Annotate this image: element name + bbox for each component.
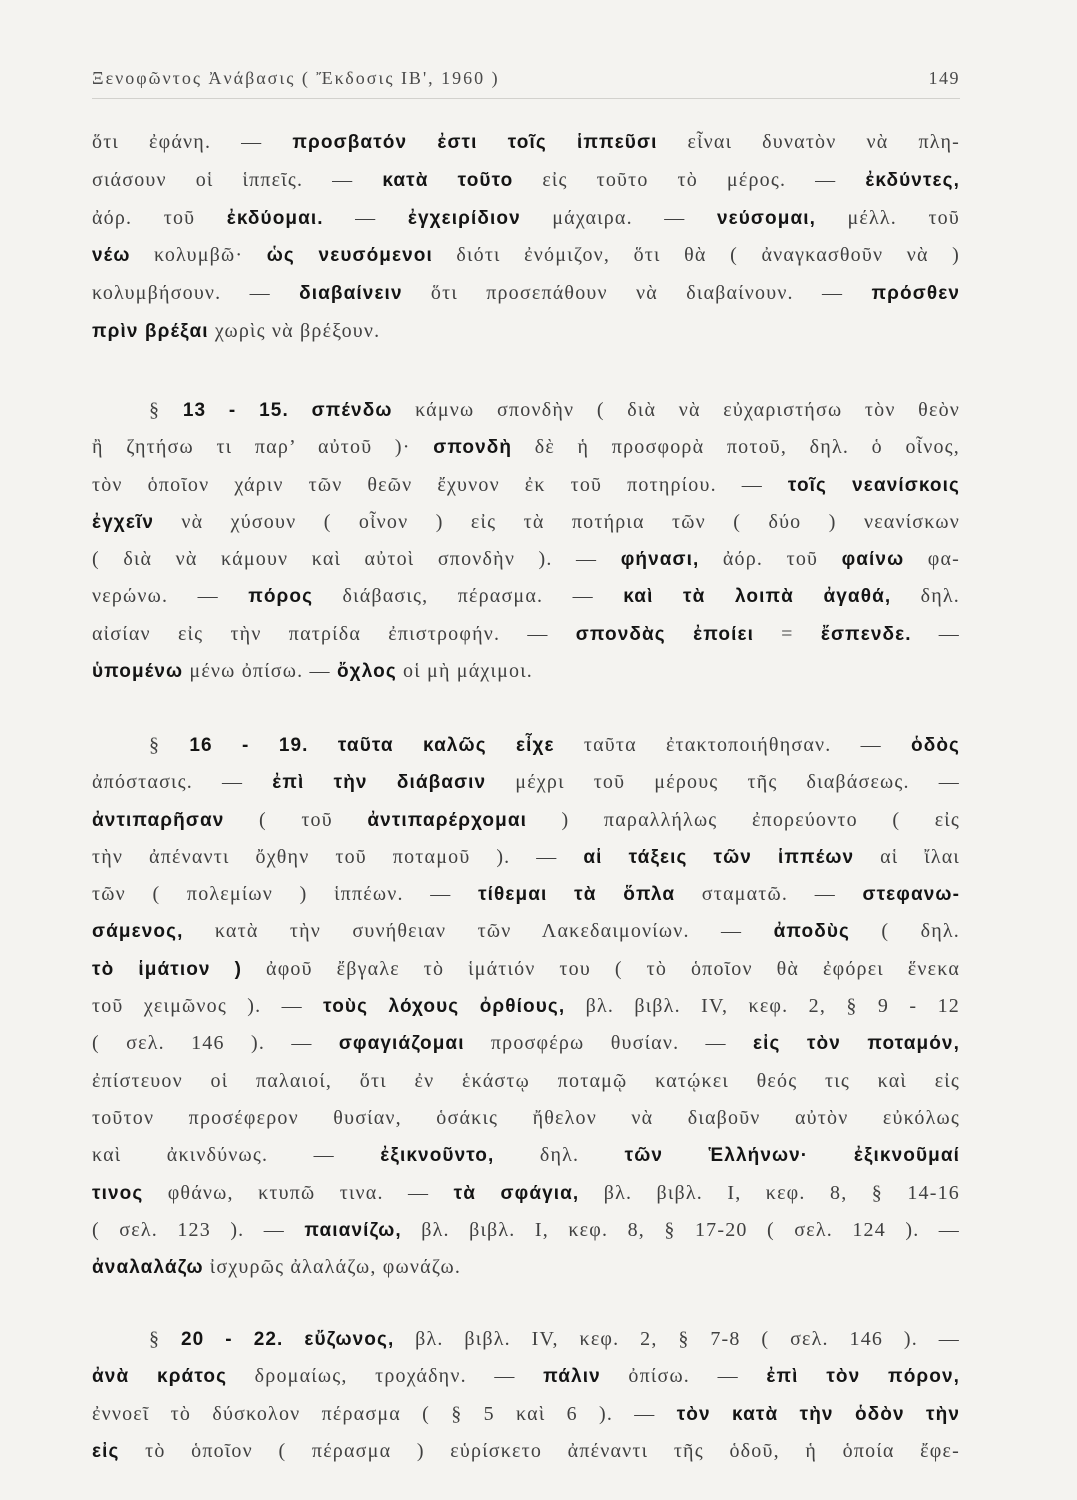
headword: καὶ τὰ λοιπὰ ἀγαθά, xyxy=(623,586,892,608)
headword: ἐπὶ τὴν διάβασιν xyxy=(272,772,487,794)
gloss-text: ἀόρ. τοῦ xyxy=(92,206,227,229)
gloss-text: αἱ ἴλαι xyxy=(854,845,960,868)
gloss-text: ἰσχυρῶς ἀλαλάζω, φωνάζω. xyxy=(203,1256,462,1279)
gloss-text: δηλ. xyxy=(891,585,960,608)
text-line xyxy=(92,1025,960,1062)
gloss-text: ( διὰ νὰ κάμουν καὶ αὐτοὶ σπονδὴν ). — xyxy=(92,548,621,571)
gloss-text: νερώνω. — xyxy=(92,585,249,608)
headword: ἀνὰ κράτος xyxy=(92,1366,228,1388)
text-line xyxy=(92,839,960,876)
text-line xyxy=(92,913,960,950)
running-title: Ξενοφῶντος Ἀνάβασις ( Ἔκδοσις ΙΒ', 1960 ) xyxy=(92,68,500,88)
text-line xyxy=(92,467,960,504)
gloss-text: ὅτι ἐφάνη. — xyxy=(92,131,293,153)
headword: παιανίζω, xyxy=(304,1219,402,1241)
headword: τὰ σφάγια, xyxy=(453,1182,580,1204)
gloss-text: ἐννοεῖ τὸ δύσκολον πέρασμα ( § 5 καὶ 6 ). — xyxy=(92,1402,677,1425)
headword: προσβατόν ἐστι τοῖς ἱππεῦσι xyxy=(292,132,658,153)
gloss-text: μένω ὀπίσω. — xyxy=(183,660,337,683)
headword: τὸν κατὰ τὴν ὁδὸν τὴν xyxy=(676,1403,960,1425)
text-line xyxy=(92,1433,960,1470)
text-line xyxy=(92,1212,960,1249)
headword: τὸ ἱμάτιον ) xyxy=(92,958,243,980)
gloss-text: ( δηλ. xyxy=(850,920,960,943)
headword: νεύσομαι, xyxy=(716,207,816,229)
gloss-text: βλ. βιβλ. IV, κεφ. 2, § 7-8 ( σελ. 146 ). — xyxy=(394,1328,960,1350)
text-line xyxy=(92,1249,960,1286)
gloss-text: καὶ ἀκινδύνως. — xyxy=(92,1144,381,1167)
headword: ἐγχειρίδιον xyxy=(407,207,521,229)
headword: ἀναλαλάζω xyxy=(92,1257,204,1279)
gloss-text: ὀπίσω. — xyxy=(600,1365,767,1388)
text-line xyxy=(92,1063,960,1100)
gloss-text: διάβασις, πέρασμα. — xyxy=(313,585,624,608)
gloss-text: τὴν ἀπέναντι ὄχθην τοῦ ποταμοῦ ). — xyxy=(92,845,584,868)
headword: ἀντιπαρέρχομαι xyxy=(367,809,528,831)
gloss-text: τὸν ὁποῖον χάριν τῶν θεῶν ἔχυνον ἐκ τοῦ ποτηρίου. — xyxy=(92,473,788,496)
text-line xyxy=(92,200,960,238)
headword: ἐκδύομαι. xyxy=(226,207,324,229)
gloss-text: σταματῶ. — xyxy=(675,883,863,906)
gloss-text: δρομαίως, τροχάδην. — xyxy=(227,1365,544,1388)
text-line xyxy=(92,764,960,801)
gloss-text: ἢ ζητήσω τι παρ’ αὐτοῦ )· xyxy=(92,436,434,459)
text-line xyxy=(92,727,960,764)
gloss-text: § xyxy=(149,734,190,756)
headword: αἱ τάξεις τῶν ἱππέων xyxy=(583,846,855,868)
headword: πάλιν xyxy=(543,1366,601,1388)
headword: ἀντιπαρῆσαν xyxy=(92,809,225,831)
text-line xyxy=(92,1137,960,1174)
gloss-text: μέχρι τοῦ μέρους τῆς διαβάσεως. — xyxy=(486,771,960,794)
text-line xyxy=(92,951,960,988)
gloss-text: τοῦ χειμῶνος ). — xyxy=(92,995,324,1018)
gloss-text: μέλλ. τοῦ xyxy=(815,206,960,229)
text-line xyxy=(92,802,960,839)
gloss-text: ἀπόστασις. — xyxy=(92,771,273,794)
text-line xyxy=(92,162,960,200)
text-line xyxy=(92,1358,960,1395)
header-rule xyxy=(92,98,960,99)
continued-notes-paragraph xyxy=(92,124,960,351)
headword: ὑπομένω xyxy=(92,661,184,683)
gloss-text: βλ. βιβλ. IV, κεφ. 2, § 9 - 12 xyxy=(565,995,960,1018)
headword: σάμενος, xyxy=(92,921,184,943)
gloss-text: ἀόρ. τοῦ xyxy=(699,548,842,571)
headword: νέω xyxy=(92,245,131,267)
text-line xyxy=(92,1100,960,1137)
text-line xyxy=(92,988,960,1025)
headword: 13 - 15. σπένδω xyxy=(182,400,393,421)
headword: ὄχλος xyxy=(336,661,397,683)
gloss-text: σιάσουν οἱ ἱππεῖς. — xyxy=(92,168,383,191)
headword: ἔσπενδε. xyxy=(820,623,912,645)
gloss-text: ( σελ. 146 ). — xyxy=(92,1032,339,1055)
text-line xyxy=(92,275,960,313)
gloss-text: εἶναι δυνατὸν νὰ πλη- xyxy=(657,131,960,153)
headword: ἀποδὺς xyxy=(773,921,851,943)
headword: 20 - 22. εὔζωνος, xyxy=(181,1329,395,1350)
gloss-text: = xyxy=(753,622,821,645)
gloss-text: ταῦτα ἐτακτοποιήθησαν. — xyxy=(554,734,911,756)
text-line xyxy=(92,876,960,913)
headword: φαίνω xyxy=(841,549,905,571)
gloss-text: τῶν ( πολεμίων ) ἱππέων. — xyxy=(92,883,479,906)
headword: πόρος xyxy=(248,586,314,608)
gloss-text: ( τοῦ xyxy=(224,808,368,831)
text-line xyxy=(92,237,960,275)
gloss-text: κάμνω σπονδὴν ( διὰ νὰ εὐχαριστήσω τὸν θεὸν xyxy=(392,399,960,421)
section-16-19-notes xyxy=(92,727,960,1286)
headword: τοὺς λόχους ὀρθίους, xyxy=(323,996,566,1018)
headword: διαβαίνειν xyxy=(299,283,403,305)
gloss-text: οἱ μὴ μάχιμοι. xyxy=(396,660,533,683)
gloss-text: αἰσίαν εἰς τὴν πατρίδα ἐπιστροφήν. — xyxy=(92,622,576,645)
headword: ἐγχεῖν xyxy=(92,511,154,533)
gloss-text: κολυμβῶ· xyxy=(130,244,267,267)
headword: πρόσθεν xyxy=(871,283,960,305)
gloss-text: δηλ. xyxy=(494,1144,625,1167)
running-head xyxy=(92,64,960,92)
gloss-text: φθάνω, κτυπῶ τινα. — xyxy=(143,1181,454,1204)
section-13-15-notes xyxy=(92,392,960,690)
text-line xyxy=(92,578,960,615)
gloss-text: ἐπίστευον οἱ παλαιοί, ὅτι ἐν ἑκάστῳ ποταμῷ κατῴκει θεός τις καὶ εἰς xyxy=(92,1069,960,1092)
gloss-text: ὅτι προσεπάθουν νὰ διαβαίνουν. — xyxy=(402,282,872,305)
headword: στεφανω- xyxy=(862,884,960,906)
headword: τινος xyxy=(92,1182,144,1204)
gloss-text: δὲ ἡ προσφορὰ ποτοῦ, δηλ. ὁ οἶνος, xyxy=(512,436,960,459)
gloss-text: ) παραλλήλως ἐπορεύοντο ( εἰς xyxy=(527,808,960,831)
text-line xyxy=(92,313,960,351)
gloss-text: φα- xyxy=(904,548,960,571)
gloss-text: § xyxy=(149,399,183,421)
gloss-text: μάχαιρα. — xyxy=(520,206,717,229)
headword: σπονδὴ xyxy=(433,437,513,459)
gloss-text: — xyxy=(323,206,408,229)
headword: πρὶν βρέξαι xyxy=(92,320,209,342)
gloss-text: εἰς τοῦτο τὸ μέρος. — xyxy=(513,168,866,191)
headword: εἰς xyxy=(92,1440,120,1462)
gloss-text: βλ. βιβλ. I, κεφ. 8, § 17-20 ( σελ. 124 ). — xyxy=(401,1218,960,1241)
headword: εἰς τὸν ποταμόν, xyxy=(753,1033,960,1055)
text-line xyxy=(92,1175,960,1212)
gloss-text: ( σελ. 123 ). — xyxy=(92,1218,305,1241)
headword: 16 - 19. ταῦτα καλῶς εἶχε xyxy=(189,735,555,756)
text-line xyxy=(92,392,960,429)
gloss-text: ἀφοῦ ἔβγαλε τὸ ἱμάτιόν του ( τὸ ὁποῖον θὰ ἐφόρει ἕνεκα xyxy=(242,957,960,980)
gloss-text: κολυμβήσουν. — xyxy=(92,282,300,305)
section-20-22-notes xyxy=(92,1321,960,1470)
gloss-text: κατὰ τὴν συνήθειαν τῶν Λακεδαιμονίων. — xyxy=(183,920,774,943)
headword: ἐξικνοῦντο, xyxy=(380,1145,495,1167)
headword: ὁδὸς xyxy=(911,735,960,756)
text-line xyxy=(92,429,960,466)
headword: σφαγιάζομαι xyxy=(338,1033,465,1055)
gloss-text: νὰ χύσουν ( οἶνον ) εἰς τὰ ποτήρια τῶν ( δύο ) νεανίσκων xyxy=(154,510,960,533)
headword: τῶν Ἑλλήνων· ἐξικνοῦμαί xyxy=(624,1145,960,1167)
headword: ὡς νευσόμενοι xyxy=(266,245,433,267)
text-line xyxy=(92,124,960,162)
headword: ἐπὶ τὸν πόρον, xyxy=(766,1366,960,1388)
gloss-text: § xyxy=(149,1328,181,1350)
gloss-text: διότι ἐνόμιζον, ὅτι θὰ ( ἀναγκασθοῦν νὰ ) xyxy=(432,244,960,267)
text-line xyxy=(92,504,960,541)
headword: ἐκδύντες, xyxy=(865,169,960,191)
text-line xyxy=(92,616,960,653)
gloss-text: — xyxy=(911,622,960,645)
headword: φήνασι, xyxy=(620,549,700,571)
text-line xyxy=(92,653,960,690)
headword: τοῖς νεανίσκοις xyxy=(787,474,960,496)
page-number: 149 xyxy=(928,68,960,88)
gloss-text: χωρὶς νὰ βρέξουν. xyxy=(208,319,381,342)
gloss-text: βλ. βιβλ. I, κεφ. 8, § 14-16 xyxy=(579,1181,960,1204)
headword: τίθεμαι τὰ ὅπλα xyxy=(478,884,676,906)
gloss-text: προσφέρω θυσίαν. — xyxy=(464,1032,754,1055)
headword: σπονδὰς ἐποίει xyxy=(575,623,754,645)
gloss-text: τοῦτον προσέφερον θυσίαν, ὁσάκις ἤθελον νὰ διαβοῦν αὐτὸν εὐκόλως xyxy=(92,1106,960,1129)
text-line xyxy=(92,1321,960,1358)
gloss-text: τὸ ὁποῖον ( πέρασμα ) εὑρίσκετο ἀπέναντι τῆς ὁδοῦ, ἡ ὁποία ἔφε- xyxy=(119,1439,960,1462)
text-line xyxy=(92,541,960,578)
headword: κατὰ τοῦτο xyxy=(382,169,514,191)
text-line xyxy=(92,1396,960,1433)
